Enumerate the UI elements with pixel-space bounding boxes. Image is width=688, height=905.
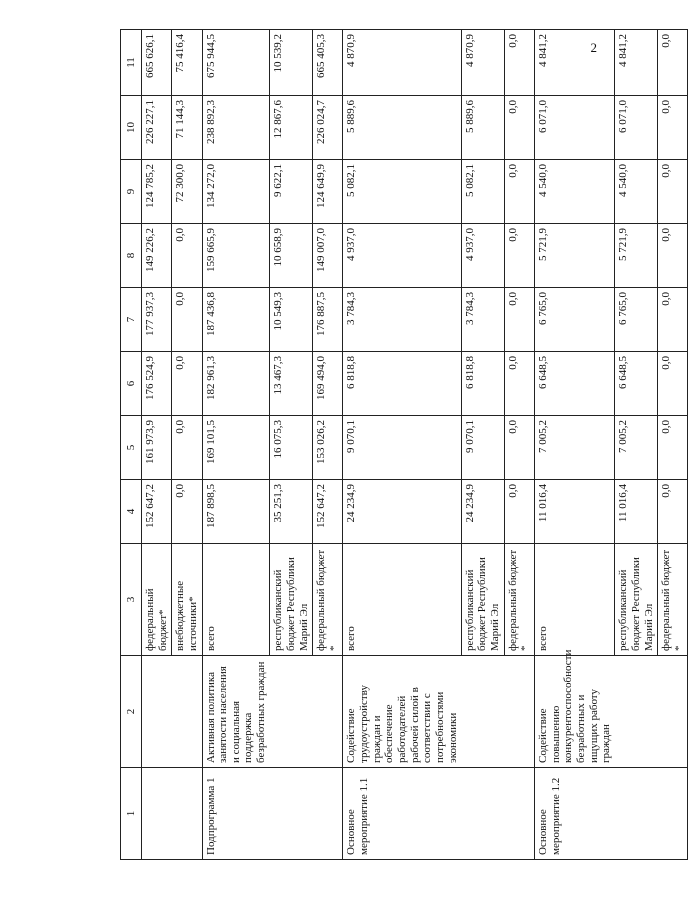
rotated-table-container bbox=[120, 30, 685, 860]
column-number-3: 3 bbox=[121, 544, 142, 656]
value-cell: 71 144,3 bbox=[172, 96, 202, 160]
value-cell: 4 870,9 bbox=[461, 30, 504, 96]
value-cell: 0,0 bbox=[504, 30, 534, 96]
value-cell: 4 540,0 bbox=[534, 160, 614, 224]
value-cell: 0,0 bbox=[504, 416, 534, 480]
value-cell: 10 658,9 bbox=[270, 224, 313, 288]
value-cell: 4 937,0 bbox=[461, 224, 504, 288]
table-row bbox=[270, 30, 313, 860]
funding-source-cell: федеральный бюджет* bbox=[142, 544, 172, 656]
value-cell: 0,0 bbox=[658, 160, 688, 224]
value-cell: 9 622,1 bbox=[270, 160, 313, 224]
value-cell: 4 937,0 bbox=[343, 224, 461, 288]
funding-source-cell: федеральный бюджет * bbox=[313, 544, 343, 656]
program-title-cell bbox=[313, 656, 343, 768]
program-title-cell bbox=[615, 656, 658, 768]
value-cell: 6 071,0 bbox=[615, 96, 658, 160]
value-cell: 226 227,1 bbox=[142, 96, 172, 160]
program-name-cell: Основное мероприятие 1.2 bbox=[534, 768, 614, 860]
value-cell: 187 436,8 bbox=[202, 288, 270, 352]
program-name-cell bbox=[313, 768, 343, 860]
value-cell: 5 889,6 bbox=[461, 96, 504, 160]
value-cell: 159 665,9 bbox=[202, 224, 270, 288]
value-cell: 0,0 bbox=[504, 224, 534, 288]
program-name-cell bbox=[658, 768, 688, 860]
value-cell: 5 889,6 bbox=[343, 96, 461, 160]
value-cell: 0,0 bbox=[658, 480, 688, 544]
value-cell: 0,0 bbox=[504, 160, 534, 224]
value-cell: 7 005,2 bbox=[534, 416, 614, 480]
program-name-cell bbox=[461, 768, 504, 860]
column-number-2: 2 bbox=[121, 656, 142, 768]
value-cell: 75 416,4 bbox=[172, 30, 202, 96]
value-cell: 6 765,0 bbox=[615, 288, 658, 352]
value-cell: 72 300,0 bbox=[172, 160, 202, 224]
value-cell: 0,0 bbox=[504, 96, 534, 160]
value-cell: 0,0 bbox=[504, 288, 534, 352]
program-name-cell bbox=[142, 768, 172, 860]
program-title-cell: Содействие повышению конкурентоспособности безработных и ищущих работу граждан bbox=[534, 656, 614, 768]
value-cell: 3 784,3 bbox=[461, 288, 504, 352]
value-cell: 6 765,0 bbox=[534, 288, 614, 352]
value-cell: 182 961,3 bbox=[202, 352, 270, 416]
value-cell: 665 626,1 bbox=[142, 30, 172, 96]
value-cell: 0,0 bbox=[658, 224, 688, 288]
value-cell: 3 784,3 bbox=[343, 288, 461, 352]
value-cell: 11 016,4 bbox=[534, 480, 614, 544]
program-title-cell bbox=[658, 656, 688, 768]
table-row bbox=[504, 30, 534, 860]
program-title-cell: Активная политика занятости населения и социальная поддержка безработных граждан bbox=[202, 656, 270, 768]
funding-source-cell: республиканский бюджет Республики Марий Эл bbox=[461, 544, 504, 656]
value-cell: 169 101,5 bbox=[202, 416, 270, 480]
value-cell: 4 540,0 bbox=[615, 160, 658, 224]
value-cell: 0,0 bbox=[504, 480, 534, 544]
value-cell: 12 867,6 bbox=[270, 96, 313, 160]
column-number-6: 6 bbox=[121, 352, 142, 416]
value-cell: 16 075,3 bbox=[270, 416, 313, 480]
page-number: 2 bbox=[590, 40, 597, 55]
value-cell: 0,0 bbox=[504, 352, 534, 416]
value-cell: 35 251,3 bbox=[270, 480, 313, 544]
value-cell: 0,0 bbox=[172, 416, 202, 480]
value-cell: 134 272,0 bbox=[202, 160, 270, 224]
value-cell: 149 226,2 bbox=[142, 224, 172, 288]
funding-source-cell: республиканский бюджет Республики Марий Эл bbox=[270, 544, 313, 656]
funding-source-cell: всего bbox=[534, 544, 614, 656]
value-cell: 6 648,5 bbox=[615, 352, 658, 416]
budget-table bbox=[120, 29, 688, 860]
program-name-cell: Основное мероприятие 1.1 bbox=[343, 768, 461, 860]
program-title-cell: Содействие трудоустройству граждан и обеспечение работодателей рабочей силой в соответствии с потребностями экономики bbox=[343, 656, 461, 768]
table-row bbox=[615, 30, 658, 860]
program-name-cell bbox=[504, 768, 534, 860]
value-cell: 238 892,3 bbox=[202, 96, 270, 160]
value-cell: 176 887,5 bbox=[313, 288, 343, 352]
value-cell: 0,0 bbox=[658, 416, 688, 480]
value-cell: 124 785,2 bbox=[142, 160, 172, 224]
value-cell: 4 841,2 bbox=[615, 30, 658, 96]
program-name-cell bbox=[172, 768, 202, 860]
program-title-cell bbox=[172, 656, 202, 768]
program-title-cell bbox=[142, 656, 172, 768]
value-cell: 226 024,7 bbox=[313, 96, 343, 160]
table-row bbox=[461, 30, 504, 860]
column-number-1: 1 bbox=[121, 768, 142, 860]
value-cell: 6 818,8 bbox=[461, 352, 504, 416]
value-cell: 0,0 bbox=[172, 352, 202, 416]
value-cell: 176 524,9 bbox=[142, 352, 172, 416]
column-number-row bbox=[121, 30, 142, 860]
funding-source-cell: всего bbox=[343, 544, 461, 656]
value-cell: 177 937,3 bbox=[142, 288, 172, 352]
column-number-4: 4 bbox=[121, 480, 142, 544]
table-row bbox=[658, 30, 688, 860]
value-cell: 6 071,0 bbox=[534, 96, 614, 160]
table-row bbox=[313, 30, 343, 860]
value-cell: 5 082,1 bbox=[461, 160, 504, 224]
column-number-7: 7 bbox=[121, 288, 142, 352]
value-cell: 5 082,1 bbox=[343, 160, 461, 224]
table-row bbox=[534, 30, 614, 860]
value-cell: 7 005,2 bbox=[615, 416, 658, 480]
value-cell: 0,0 bbox=[658, 96, 688, 160]
funding-source-cell: внебюджетные источники* bbox=[172, 544, 202, 656]
program-name-cell bbox=[615, 768, 658, 860]
value-cell: 665 405,3 bbox=[313, 30, 343, 96]
value-cell: 0,0 bbox=[172, 288, 202, 352]
table-row bbox=[142, 30, 172, 860]
value-cell: 6 818,8 bbox=[343, 352, 461, 416]
program-title-cell bbox=[504, 656, 534, 768]
value-cell: 0,0 bbox=[172, 480, 202, 544]
value-cell: 24 234,9 bbox=[461, 480, 504, 544]
funding-source-cell: республиканский бюджет Республики Марий Эл bbox=[615, 544, 658, 656]
program-name-cell bbox=[270, 768, 313, 860]
value-cell: 10 539,2 bbox=[270, 30, 313, 96]
column-number-5: 5 bbox=[121, 416, 142, 480]
value-cell: 9 070,1 bbox=[461, 416, 504, 480]
value-cell: 13 467,3 bbox=[270, 352, 313, 416]
value-cell: 152 647,2 bbox=[313, 480, 343, 544]
table-row bbox=[343, 30, 461, 860]
value-cell: 9 070,1 bbox=[343, 416, 461, 480]
value-cell: 11 016,4 bbox=[615, 480, 658, 544]
value-cell: 149 007,0 bbox=[313, 224, 343, 288]
value-cell: 10 549,3 bbox=[270, 288, 313, 352]
column-number-8: 8 bbox=[121, 224, 142, 288]
value-cell: 5 721,9 bbox=[534, 224, 614, 288]
program-title-cell bbox=[461, 656, 504, 768]
column-number-10: 10 bbox=[121, 96, 142, 160]
value-cell: 152 647,2 bbox=[142, 480, 172, 544]
value-cell: 5 721,9 bbox=[615, 224, 658, 288]
value-cell: 675 944,5 bbox=[202, 30, 270, 96]
value-cell: 153 026,2 bbox=[313, 416, 343, 480]
value-cell: 6 648,5 bbox=[534, 352, 614, 416]
table-row bbox=[172, 30, 202, 860]
value-cell: 0,0 bbox=[658, 288, 688, 352]
value-cell: 4 841,2 bbox=[534, 30, 614, 96]
column-number-11: 11 bbox=[121, 30, 142, 96]
value-cell: 187 898,5 bbox=[202, 480, 270, 544]
value-cell: 4 870,9 bbox=[343, 30, 461, 96]
value-cell: 124 649,9 bbox=[313, 160, 343, 224]
program-title-cell bbox=[270, 656, 313, 768]
value-cell: 0,0 bbox=[658, 30, 688, 96]
table-row bbox=[202, 30, 270, 860]
value-cell: 0,0 bbox=[658, 352, 688, 416]
value-cell: 0,0 bbox=[172, 224, 202, 288]
funding-source-cell: федеральный бюджет * bbox=[504, 544, 534, 656]
value-cell: 24 234,9 bbox=[343, 480, 461, 544]
value-cell: 169 494,0 bbox=[313, 352, 343, 416]
value-cell: 161 973,9 bbox=[142, 416, 172, 480]
funding-source-cell: федеральный бюджет * bbox=[658, 544, 688, 656]
funding-source-cell: всего bbox=[202, 544, 270, 656]
column-number-9: 9 bbox=[121, 160, 142, 224]
program-name-cell: Подпрограмма 1 bbox=[202, 768, 270, 860]
